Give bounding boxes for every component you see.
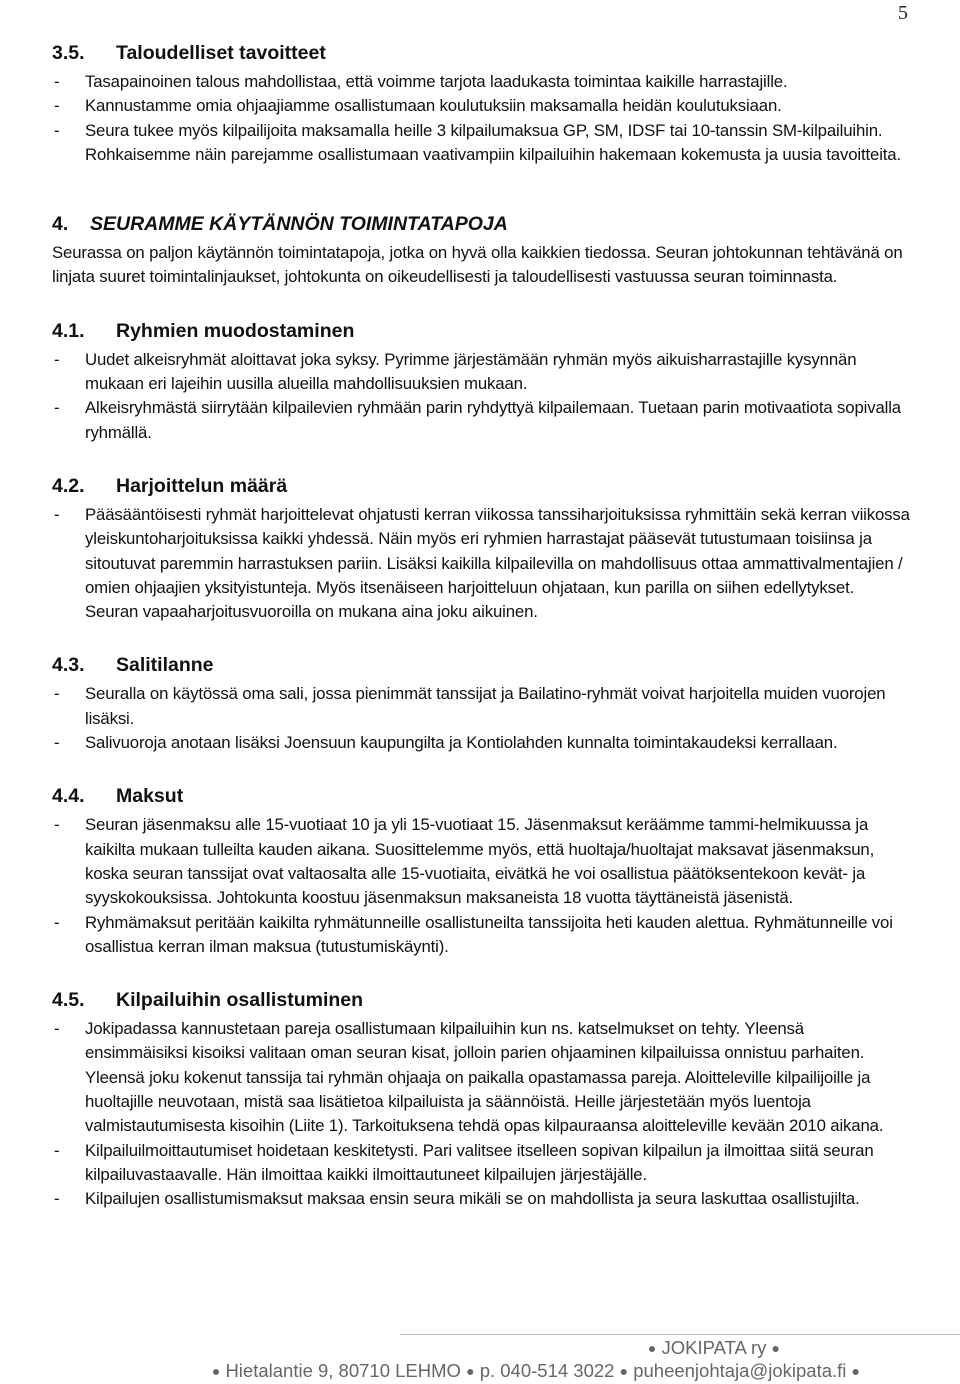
chapter-title: SEURAMME KÄYTÄNNÖN TOIMINTATAPOJA	[90, 213, 508, 236]
list-item: - Pääsääntöisesti ryhmät harjoittelevat ohjatusti kerran viikossa tanssiharjoituksissa ryhmittäin sekä kerran viikossa yleiskuntoharjoituksissa kaikki yhdessä. Näin myös eri ryhmien harrastajat pääsevät tutustumaan toisiinsa ja sitoutuvat paremmin harrastuksen pariin. Lisäksi kaikilla kilpailevilla on mahdollisuus ottaa ammattivalmentajien / omien ohjaajien yksityistunteja. Myös itsenäiseen harjoitteluun ohjataan, kun parilla on siihen edellytykset. Seuran vapaaharjoitusvuoroilla on mukana aina joku aikuinen.	[54, 504, 910, 622]
bullet-dot-icon: ●	[619, 1363, 629, 1379]
list-item: - Alkeisryhmästä siirrytään kilpailevien ryhmään parin ryhdyttyä kilpailemaan. Tuetaan parin motivaatiota sopivalla ryhmällä.	[54, 398, 901, 442]
list-item: - Tasapainoinen talous mahdollistaa, että voimme tarjota laadukasta toimintaa kaikille harrastajille.	[54, 72, 788, 91]
section-heading	[52, 318, 910, 344]
section-number: 4.3.	[52, 654, 85, 677]
section-title: Kilpailuihin osallistuminen	[116, 989, 364, 1012]
list-item: - Seuran jäsenmaksu alle 15-vuotiaat 10 ja yli 15-vuotiaat 15. Jäsenmaksut keräämme tammi-helmikuussa ja kaikilta mukaan tulleilta kauden aikana. Suosittelemme myös, että huoltaja/huoltajat maksavat jäsenmaksun, koska seuran tanssijat ovat valtaosalta alle 15-vuotiaita, eivätkä he voi osallistua päätöksentekoon kevät- ja syyskokouksissa. Johtokunta koostuu jäsenmaksun maksaneista 18 vuotta täyttäneistä jäsenistä.	[54, 815, 875, 908]
bullet-dot-icon: ●	[771, 1340, 780, 1356]
bullet-list	[52, 348, 910, 445]
list-item: - Seura tukee myös kilpailijoita maksamalla heille 3 kilpailumaksua GP, SM, IDSF tai 10-tanssin SM-kilpailuihin. Rohkaisemme näin parejamme osallistumaan vaativampiin kilpailuihin hakemaan kokemusta ja uusia tavoitteita.	[54, 120, 901, 164]
footer-org-line	[0, 1337, 960, 1359]
footer-phone: p. 040-514 3022	[479, 1360, 615, 1381]
bullet-list	[52, 1017, 910, 1211]
section-title: Salitilanne	[116, 654, 214, 677]
bullet-dot-icon: ●	[211, 1363, 221, 1379]
list-item: - Kannustamme omia ohjaajiamme osallistumaan koulutuksiin maksamalla heidän koulutuksiaan.	[54, 96, 782, 116]
list-item: - Jokipadassa kannustetaan pareja osallistumaan kilpailuihin kun ns. katselmukset on tehty. Yleensä ensimmäisiksi kisoiksi valitaan oman seuran kisat, jolloin parien ohjaaminen kilpailuissa onnistuu parhaiten. Yleensä joku kokenut tanssija tai ryhmän ohjaaja on paikalla opastamassa pareja. Aloitteleville kilpailijoille ja huoltajille neuvotaan, mistä saa lisätietoa kilpailuista ja säännöistä. Heille järjestetään myös luentoja valmistautumisesta kisoihin (Liite 1). Tarkoituksena tehdä opas kilpauraansa aloitteleville kevään 2010 aikana.	[54, 1019, 884, 1136]
section-title: Taloudelliset tavoitteet	[116, 42, 326, 64]
list-item: - Salivuoroja anotaan lisäksi Joensuun kaupungilta ja Kontiolahden kunnalta toimintakaudeksi kerrallaan.	[54, 733, 838, 753]
section-title: Ryhmien muodostaminen	[116, 319, 355, 342]
chapter-paragraph: Seurassa on paljon käytännön toimintatapoja, jotka on hyvä olla kaikkien tiedossa. Seuran johtokunnan tehtävänä on linjata suuret toimintalinjaukset, johtokunta on oikeudellisesti ja taloudellisesti vastuussa seuran toiminnasta.	[52, 243, 903, 287]
footer-address: Hietalantie 9, 80710 LEHMO	[225, 1360, 461, 1381]
section-heading	[52, 987, 910, 1013]
footer-divider	[400, 1334, 960, 1335]
chapter-number: 4.	[52, 213, 69, 236]
chapter-heading	[52, 211, 910, 237]
section-number: 3.5.	[52, 42, 85, 64]
bullet-list	[52, 503, 910, 624]
footer-email[interactable]: puheenjohtaja@jokipata.fi	[633, 1360, 847, 1381]
section-number: 4.4.	[52, 785, 85, 808]
document-body	[52, 40, 910, 1212]
section-number: 4.5.	[52, 989, 85, 1012]
section-heading	[52, 783, 910, 809]
page-number: 5	[898, 2, 908, 24]
list-item: - Ryhmämaksut peritään kaikilta ryhmätunneille osallistuneilta tanssijoita heti kauden alettua. Ryhmätunneille voi osallistua kerran ilman maksua (tutustumiskäynti).	[54, 912, 893, 956]
section-title: Maksut	[116, 785, 184, 808]
list-item: - Seuralla on käytössä oma sali, jossa pienimmät tanssijat ja Bailatino-ryhmät voivat harjoitella muiden vuorojen lisäksi.	[54, 684, 886, 728]
list-item: - Kilpailuilmoittautumiset hoidetaan keskitetysti. Pari valitsee itselleen sopivan kilpailun ja ilmoittaa siitä seuran kilpailuvastaavalle. Hän ilmoittaa kaikki ilmoittautuneet kilpailujen järjestäjälle.	[54, 1140, 874, 1184]
bullet-list	[52, 813, 910, 959]
bullet-dot-icon: ●	[466, 1363, 475, 1379]
section-heading	[52, 40, 910, 66]
footer-org: JOKIPATA ry	[661, 1337, 767, 1358]
section-title: Harjoittelun määrä	[116, 474, 288, 497]
section-heading	[52, 473, 910, 499]
bullet-dot-icon: ●	[647, 1340, 657, 1356]
bullet-list	[52, 682, 910, 755]
bullet-list	[52, 70, 910, 167]
section-number: 4.2.	[52, 474, 85, 497]
footer-contact-line	[0, 1360, 960, 1382]
bullet-dot-icon: ●	[851, 1363, 860, 1379]
list-item: - Kilpailujen osallistumismaksut maksaa ensin seura mikäli se on mahdollista ja seura laskuttaa osallistujilta.	[54, 1189, 860, 1209]
section-number: 4.1.	[52, 319, 85, 342]
section-heading	[52, 652, 910, 678]
list-item: - Uudet alkeisryhmät aloittavat joka syksy. Pyrimme järjestämään ryhmän myös aikuisharrastajille kysynnän mukaan eri lajeihin uusilla alueilla mahdollisuuksien mukaan.	[54, 349, 857, 394]
